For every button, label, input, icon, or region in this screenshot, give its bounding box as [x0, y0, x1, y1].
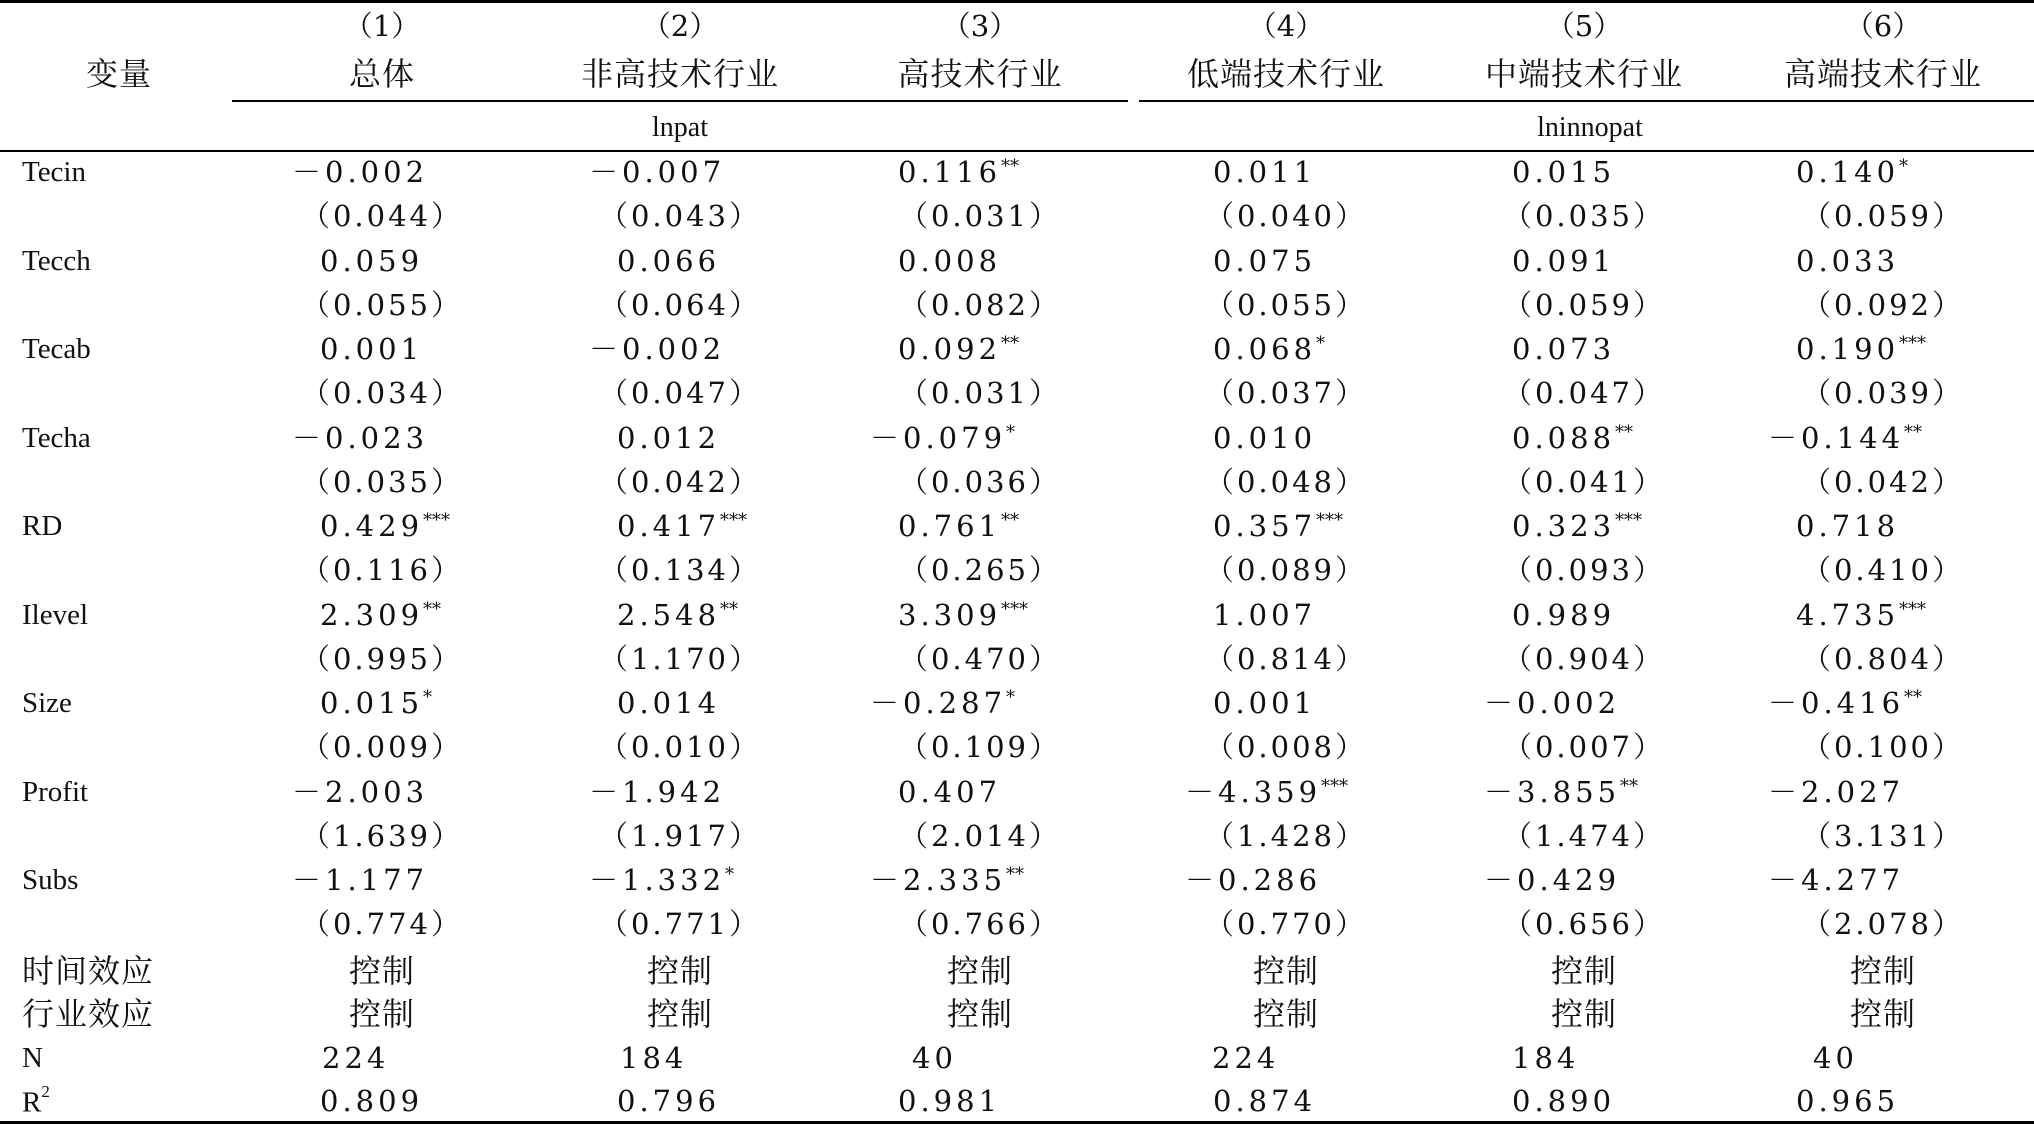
se-value: （0.035）: [300, 464, 464, 499]
coef-cell: [589, 155, 726, 189]
coef-cell: [292, 863, 429, 897]
r2-value: 0.965: [1796, 1084, 1900, 1118]
se-value: （0.059）: [1801, 199, 1965, 233]
coef-cell: [320, 243, 424, 278]
coef-cell: [1484, 686, 1621, 720]
coef-value: 0.092: [898, 332, 1002, 366]
column-number: （4）: [1247, 9, 1325, 43]
n-value: 184: [620, 1041, 688, 1075]
significance-stars: **: [1615, 421, 1634, 443]
coef-value: 0.140: [1796, 155, 1900, 189]
coef-cell: [898, 597, 1029, 632]
se-value: （0.042）: [1801, 464, 1965, 499]
coef-cell: [1213, 155, 1317, 189]
coef-cell: [870, 420, 1016, 455]
effect-value: 控制: [1849, 995, 1916, 1033]
coef-cell: [1484, 774, 1639, 809]
coef-value: －0.416: [1768, 686, 1905, 720]
coef-value: 0.008: [898, 243, 1002, 278]
coef-value: 0.323: [1512, 509, 1616, 543]
coef-cell: [1185, 774, 1349, 809]
se-value: （0.040）: [1204, 199, 1368, 233]
significance-stars: ***: [1001, 598, 1029, 620]
coef-cell: [589, 774, 726, 809]
coef-value: 0.068: [1213, 332, 1317, 366]
effect-value: 控制: [348, 995, 415, 1033]
coef-value: 2.309: [320, 597, 424, 632]
coef-value: －0.002: [589, 332, 726, 366]
coef-value: 0.010: [1213, 420, 1317, 455]
coef-cell: [1768, 774, 1905, 809]
se-value: （0.059）: [1502, 287, 1666, 322]
se-value: （0.043）: [598, 199, 762, 233]
significance-stars: *: [1899, 156, 1909, 177]
effect-value: 控制: [1252, 995, 1319, 1033]
coef-cell: [617, 243, 721, 278]
coef-value: 0.091: [1512, 243, 1616, 278]
se-value: （0.008）: [1204, 730, 1368, 764]
effect-label: 时间效应: [22, 952, 155, 990]
coef-cell: [898, 243, 1002, 278]
significance-stars: ***: [1615, 510, 1643, 531]
column-number: （6）: [1844, 9, 1922, 43]
se-value: （0.064）: [598, 287, 762, 322]
significance-stars: ***: [720, 510, 748, 531]
coef-cell: [589, 332, 726, 366]
coef-cell: [1796, 243, 1900, 278]
significance-stars: *: [423, 687, 433, 708]
se-value: （0.010）: [598, 730, 762, 764]
coef-value: －0.144: [1768, 420, 1905, 455]
se-value: （0.031）: [898, 199, 1062, 233]
coef-cell: [1796, 597, 1927, 632]
variable-label: Tecab: [22, 333, 91, 365]
variable-label: Tecch: [22, 244, 91, 277]
r2-label: [22, 1082, 50, 1119]
coef-cell: [292, 420, 429, 455]
r2-value: 0.890: [1512, 1084, 1616, 1118]
coef-cell: [1512, 597, 1616, 632]
coef-cell: [292, 774, 429, 809]
coef-cell: [1213, 597, 1317, 632]
se-value: （0.042）: [598, 464, 762, 499]
n-value: 184: [1512, 1041, 1580, 1075]
coef-cell: [1512, 332, 1616, 366]
significance-stars: **: [1904, 421, 1923, 443]
significance-stars: **: [1904, 687, 1923, 708]
r2-value: 0.981: [898, 1084, 1002, 1118]
dep-var-lninnopat: lninnopat: [1537, 112, 1643, 143]
coef-value: 0.190: [1796, 332, 1900, 366]
bottom-rule: [0, 1121, 2034, 1124]
significance-stars: *: [1316, 333, 1326, 354]
variable-label: Tecin: [22, 156, 86, 188]
se-value: （0.047）: [1502, 376, 1666, 410]
coef-cell: [320, 597, 442, 632]
coef-value: －3.855: [1484, 774, 1621, 809]
coef-cell: [1512, 155, 1616, 189]
coef-value: －0.286: [1185, 863, 1322, 897]
significance-stars: **: [1620, 775, 1639, 797]
coef-value: －1.332: [589, 863, 726, 897]
se-value: （1.639）: [300, 818, 464, 853]
column-number: （5）: [1545, 9, 1623, 43]
coef-value: 0.012: [617, 420, 721, 455]
se-value: （0.089）: [1204, 553, 1368, 587]
se-value: （0.031）: [898, 376, 1062, 410]
coef-cell: [292, 155, 429, 189]
coef-value: 0.116: [898, 155, 1002, 189]
se-value: （0.035）: [1502, 199, 1666, 233]
se-value: （0.774）: [300, 907, 464, 941]
significance-stars: **: [423, 598, 442, 620]
se-value: （1.428）: [1204, 818, 1368, 853]
coef-value: －0.007: [589, 155, 726, 189]
column-name: 高技术行业: [897, 55, 1063, 93]
coef-value: 0.014: [617, 686, 721, 720]
se-value: （0.814）: [1204, 641, 1368, 676]
coef-cell: [898, 332, 1020, 366]
se-value: （1.170）: [598, 641, 762, 676]
column-number: （3）: [941, 9, 1019, 43]
coef-cell: [1512, 420, 1634, 455]
significance-stars: *: [1006, 421, 1016, 443]
se-value: （0.770）: [1204, 907, 1368, 941]
significance-stars: ***: [1899, 333, 1927, 354]
coef-cell: [1213, 243, 1317, 278]
effect-value: 控制: [348, 952, 415, 990]
coef-cell: [1213, 420, 1317, 455]
se-value: （2.078）: [1801, 907, 1965, 941]
coef-value: －0.002: [292, 155, 429, 189]
se-value: （0.048）: [1204, 464, 1368, 499]
effect-label: 行业效应: [22, 995, 155, 1033]
coef-value: 0.718: [1796, 509, 1900, 543]
coef-value: 0.075: [1213, 243, 1317, 278]
se-value: （2.014）: [898, 818, 1062, 853]
significance-stars: **: [1001, 510, 1020, 531]
coef-value: 4.735: [1796, 597, 1900, 632]
coef-value: 3.309: [898, 597, 1002, 632]
top-rule: [0, 0, 2034, 3]
coef-cell: [870, 686, 1016, 720]
coef-value: 1.007: [1213, 597, 1317, 632]
coef-cell: [1484, 863, 1621, 897]
significance-stars: **: [1006, 864, 1025, 885]
column-name: 低端技术行业: [1186, 55, 1385, 93]
coef-cell: [617, 509, 748, 543]
coef-cell: [1213, 686, 1317, 720]
significance-stars: *: [1006, 687, 1016, 708]
significance-stars: **: [720, 598, 739, 620]
coef-cell: [1512, 243, 1616, 278]
coef-cell: [617, 420, 721, 455]
se-value: （0.039）: [1801, 376, 1965, 410]
coef-value: 0.429: [320, 509, 424, 543]
effect-value: 控制: [1550, 995, 1617, 1033]
n-value: 224: [1212, 1041, 1280, 1075]
se-value: （0.041）: [1502, 464, 1666, 499]
significance-stars: ***: [1321, 775, 1349, 797]
variable-label: RD: [22, 510, 63, 542]
variable-label: Profit: [22, 775, 89, 808]
se-value: （0.036）: [898, 464, 1062, 499]
r2-value: 0.796: [617, 1084, 721, 1118]
column-number: （2）: [641, 9, 719, 43]
coef-value: －0.079: [870, 420, 1007, 455]
effect-value: 控制: [1849, 952, 1916, 990]
variable-label: Techa: [22, 421, 91, 454]
coef-cell: [320, 509, 451, 543]
r2-value: 0.809: [320, 1084, 424, 1118]
coef-cell: [1768, 863, 1905, 897]
se-value: （0.771）: [598, 907, 762, 941]
coef-cell: [1796, 509, 1900, 543]
se-value: （0.037）: [1204, 376, 1368, 410]
se-value: （0.044）: [300, 199, 464, 233]
r2-letter: R: [22, 1086, 42, 1119]
coef-cell: [1213, 332, 1326, 366]
se-value: （0.410）: [1801, 553, 1965, 587]
column-name: 非高技术行业: [580, 55, 779, 93]
significance-stars: *: [725, 864, 735, 885]
coef-value: 0.073: [1512, 332, 1616, 366]
coef-value: 0.015: [320, 686, 424, 720]
effect-value: 控制: [646, 995, 713, 1033]
se-value: （0.047）: [598, 376, 762, 410]
coef-value: 0.989: [1512, 597, 1616, 632]
variable-label: Size: [22, 687, 72, 719]
coef-cell: [1185, 863, 1322, 897]
column-number: （1）: [343, 9, 421, 43]
coef-value: －2.027: [1768, 774, 1905, 809]
se-value: （0.470）: [898, 641, 1062, 676]
coef-value: 0.066: [617, 243, 721, 278]
coef-value: －4.277: [1768, 863, 1905, 897]
coef-cell: [320, 686, 433, 720]
column-name: 中端技术行业: [1484, 55, 1683, 93]
se-value: （0.093）: [1502, 553, 1666, 587]
se-value: （0.995）: [300, 641, 464, 676]
coef-cell: [1768, 686, 1923, 720]
coef-value: 0.417: [617, 509, 721, 543]
r2-superscript: 2: [41, 1082, 50, 1101]
column-name: 高端技术行业: [1783, 55, 1982, 93]
coef-value: 0.761: [898, 509, 1002, 543]
se-value: （0.134）: [598, 553, 762, 587]
coef-value: 0.059: [320, 243, 424, 278]
significance-stars: ***: [423, 510, 451, 531]
effect-value: 控制: [646, 952, 713, 990]
significance-stars: ***: [1899, 598, 1927, 620]
coef-cell: [589, 863, 735, 897]
se-value: （0.055）: [1204, 287, 1368, 322]
coef-value: 0.001: [1213, 686, 1317, 720]
group-rule-lninnopat: [1139, 100, 2034, 102]
coef-value: －0.002: [1484, 686, 1621, 720]
se-value: （0.656）: [1502, 907, 1666, 941]
dep-var-lnpat: lnpat: [652, 112, 708, 143]
se-value: （0.009）: [300, 730, 464, 764]
coef-value: －4.359: [1185, 774, 1322, 809]
coef-cell: [1796, 332, 1927, 366]
se-value: （0.082）: [898, 287, 1062, 322]
coef-value: －0.429: [1484, 863, 1621, 897]
coef-cell: [320, 332, 424, 366]
coef-cell: [898, 774, 1002, 809]
coef-cell: [1768, 420, 1923, 455]
se-value: （0.265）: [898, 553, 1062, 587]
se-value: （1.474）: [1502, 818, 1666, 853]
variable-label: Ilevel: [22, 598, 89, 631]
coef-cell: [1512, 509, 1643, 543]
coef-value: －0.287: [870, 686, 1007, 720]
coef-cell: [898, 509, 1020, 543]
significance-stars: **: [1001, 333, 1020, 354]
significance-stars: ***: [1316, 510, 1344, 531]
coef-cell: [870, 863, 1025, 897]
se-value: （0.904）: [1502, 641, 1666, 676]
se-value: （3.131）: [1801, 818, 1965, 853]
header-rule: [0, 150, 2034, 152]
n-label: N: [22, 1042, 43, 1074]
n-value: 40: [1813, 1041, 1858, 1075]
effect-value: 控制: [946, 995, 1013, 1033]
coef-value: －1.942: [589, 774, 726, 809]
coef-value: －2.003: [292, 774, 429, 809]
coef-cell: [898, 155, 1020, 189]
n-value: 40: [912, 1041, 957, 1075]
variable-header: 变量: [86, 55, 153, 93]
coef-cell: [617, 597, 739, 632]
coef-value: 0.033: [1796, 243, 1900, 278]
se-value: （0.100）: [1801, 730, 1965, 764]
coef-value: －2.335: [870, 863, 1007, 897]
coef-value: 0.001: [320, 332, 424, 366]
se-value: （0.034）: [300, 376, 464, 410]
coef-cell: [1796, 155, 1909, 189]
se-value: （0.766）: [898, 907, 1062, 941]
column-name: 总体: [348, 55, 415, 93]
se-value: （0.092）: [1801, 287, 1965, 322]
significance-stars: **: [1001, 156, 1020, 177]
coef-value: 2.548: [617, 597, 721, 632]
se-value: （0.007）: [1502, 730, 1666, 764]
variable-label: Subs: [22, 864, 79, 896]
effect-value: 控制: [946, 952, 1013, 990]
effect-value: 控制: [1252, 952, 1319, 990]
coef-value: 0.357: [1213, 509, 1317, 543]
coef-value: 0.088: [1512, 420, 1616, 455]
se-value: （0.109）: [898, 730, 1062, 764]
group-rule-lnpat: [232, 100, 1128, 102]
coef-cell: [1213, 509, 1344, 543]
se-value: （1.917）: [598, 818, 762, 853]
coef-value: －0.023: [292, 420, 429, 455]
coef-value: 0.407: [898, 774, 1002, 809]
coef-cell: [617, 686, 721, 720]
coef-value: 0.015: [1512, 155, 1616, 189]
effect-value: 控制: [1550, 952, 1617, 990]
se-value: （0.055）: [300, 287, 464, 322]
n-value: 224: [322, 1041, 390, 1075]
coef-value: 0.011: [1213, 155, 1317, 189]
se-value: （0.116）: [300, 553, 464, 587]
r2-value: 0.874: [1213, 1084, 1317, 1118]
se-value: （0.804）: [1801, 641, 1965, 676]
coef-value: －1.177: [292, 863, 429, 897]
